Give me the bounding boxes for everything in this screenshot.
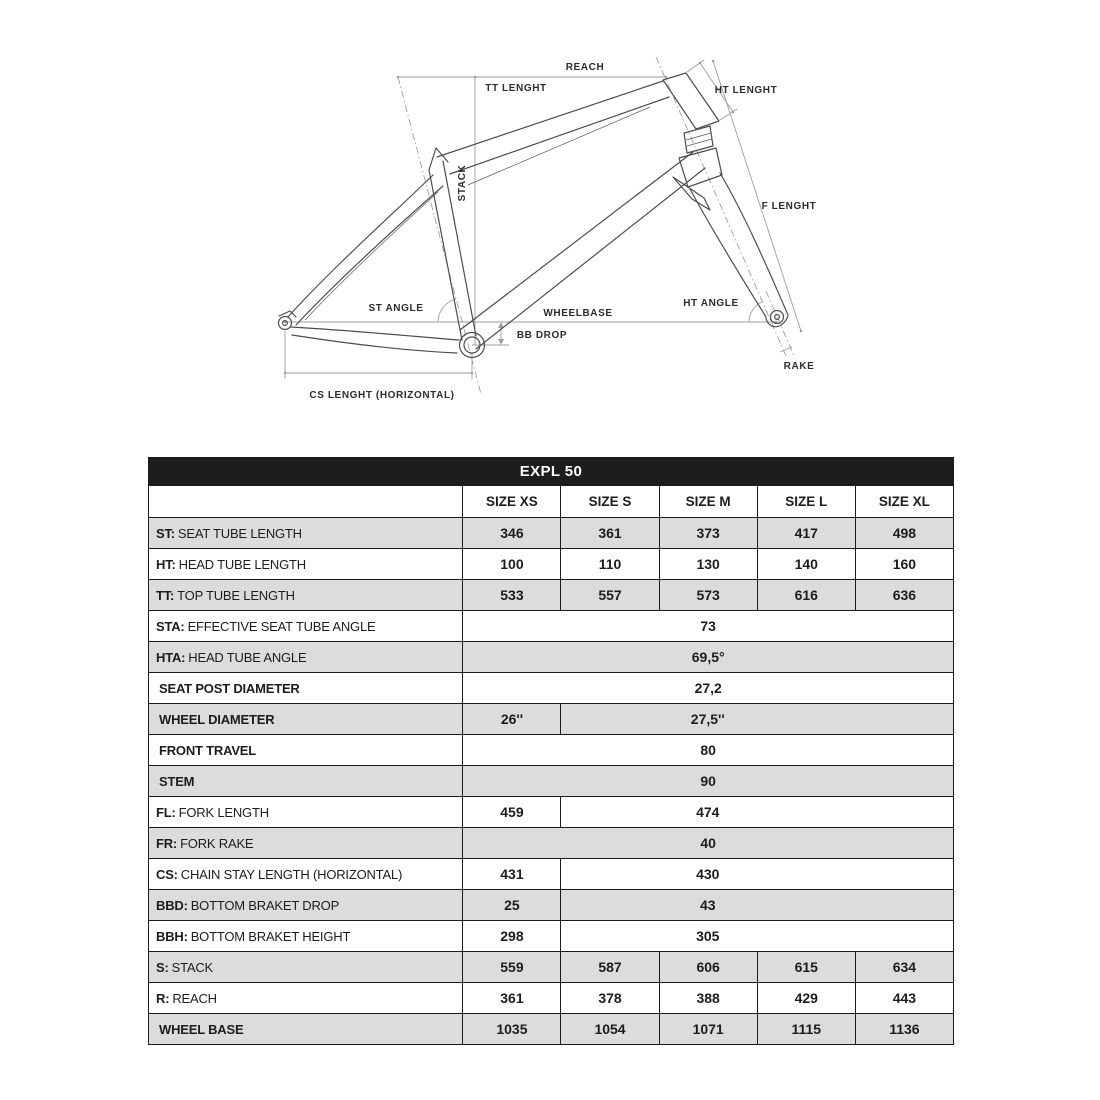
ht-angle-label: HT ANGLE xyxy=(683,298,739,309)
dimension-lines xyxy=(284,57,803,394)
stack-label: STACK xyxy=(457,164,468,202)
table-row: HT: HEAD TUBE LENGTH 100 110 130 140 160 xyxy=(149,549,954,580)
table-row: BBH: BOTTOM BRAKET HEIGHT 298 305 xyxy=(149,921,954,952)
bike-geometry-diagram xyxy=(255,48,845,413)
table-row: FL: FORK LENGTH 459 474 xyxy=(149,797,954,828)
spec-table xyxy=(148,457,954,1045)
table-row: S: STACK 559 587 606 615 634 xyxy=(149,952,954,983)
table-row: R: REACH 361 378 388 429 443 xyxy=(149,983,954,1014)
tt-lenght-label: TT LENGHT xyxy=(485,83,547,94)
bike-frame-drawing xyxy=(279,73,720,358)
table-row: STEM 90 xyxy=(149,766,954,797)
bb-drop-label: BB DROP xyxy=(516,330,568,341)
table-row: ST: SEAT TUBE LENGTH 346 361 373 417 498 xyxy=(149,518,954,549)
geometry-table xyxy=(148,457,954,1045)
model-title: EXPL 50 xyxy=(149,458,954,486)
diagram-labels xyxy=(309,62,816,401)
table-row: CS: CHAIN STAY LENGTH (HORIZONTAL) 431 430 xyxy=(149,859,954,890)
reach-label: REACH xyxy=(565,62,605,73)
table-row: FR: FORK RAKE 40 xyxy=(149,828,954,859)
size-header-row xyxy=(149,486,954,518)
wheelbase-label: WHEELBASE xyxy=(543,308,613,319)
ht-lenght-label: HT LENGHT xyxy=(714,85,778,96)
table-row: WHEEL DIAMETER 26'' 27,5'' xyxy=(149,704,954,735)
size-xl-header: SIZE XL xyxy=(855,486,953,518)
size-xs-header: SIZE XS xyxy=(463,486,561,518)
table-row: WHEEL BASE 1035 1054 1071 1115 1136 xyxy=(149,1014,954,1045)
table-row: HTA: HEAD TUBE ANGLE 69,5° xyxy=(149,642,954,673)
f-lenght-label: F LENGHT xyxy=(761,201,817,212)
rake-label: RAKE xyxy=(783,361,815,372)
size-m-header: SIZE M xyxy=(659,486,757,518)
st-angle-label: ST ANGLE xyxy=(368,303,424,314)
table-row: TT: TOP TUBE LENGTH 533 557 573 616 636 xyxy=(149,580,954,611)
table-row: SEAT POST DIAMETER 27,2 xyxy=(149,673,954,704)
size-l-header: SIZE L xyxy=(757,486,855,518)
table-row: BBD: BOTTOM BRAKET DROP 25 43 xyxy=(149,890,954,921)
table-row: FRONT TRAVEL 80 xyxy=(149,735,954,766)
table-row: STA: EFFECTIVE SEAT TUBE ANGLE 73 xyxy=(149,611,954,642)
table-title-row xyxy=(149,458,954,486)
bike-fork-drawing xyxy=(673,126,788,327)
empty-header-cell xyxy=(149,486,463,518)
size-s-header: SIZE S xyxy=(561,486,659,518)
cs-lenght-label: CS LENGHT (HORIZONTAL) xyxy=(309,390,455,401)
